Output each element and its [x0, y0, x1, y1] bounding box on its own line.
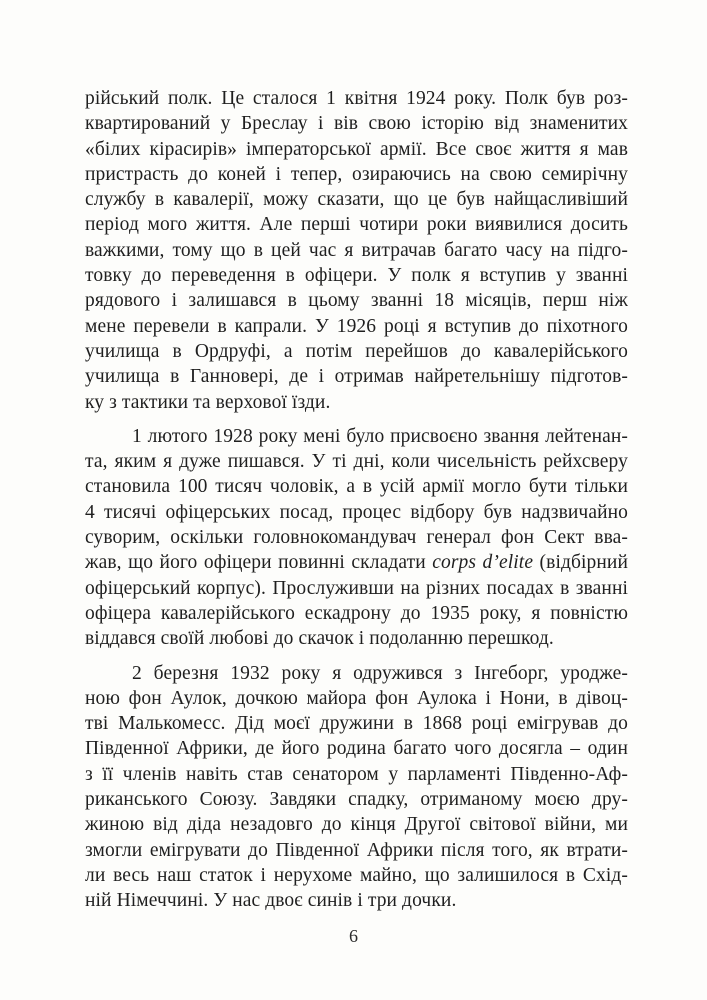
text-line: змогли емігрувати до Південної Африки після того, як втрати-	[85, 839, 628, 861]
text-line: 2 березня 1932 року я одружився з Інгеборг, уродже-	[132, 662, 628, 684]
text-line: період мого життя. Але перші чотири роки виявилися досить	[85, 214, 628, 236]
text-line: офіцера кавалерійського ескадрону до 1935 року, я повністю	[85, 602, 628, 624]
text-line: суворим, оскільки головнокомандувач генерал фон Сект вва-	[85, 527, 628, 549]
text-line: тві Малькомесс. Дід моєї дружини в 1868 році емігрував до	[85, 713, 628, 735]
text-line: офіцерський корпус). Прослуживши на різних посадах в званні	[85, 577, 628, 599]
text-line: та, яким я дуже пишався. У ті дні, коли чисельність рейхсверу	[85, 451, 628, 473]
text-line: риканського Союзу. Завдяки спадку, отриманому моєю дру-	[85, 789, 628, 811]
text-line: з її членів навіть став сенатором у парламенті Південно-Аф-	[85, 763, 628, 785]
text-line: жиною від діда незадовго до кінця Другої світової війни, ми	[85, 814, 628, 836]
paragraph	[85, 661, 628, 914]
paragraph	[85, 86, 628, 415]
text-line: жав, що його офіцери повинні складати corps d’elite (відбірний	[85, 552, 628, 574]
text-line: 1 лютого 1928 року мені було присвоєно звання лейтенан-	[132, 425, 628, 447]
text-line: квартирований у Бреслау і вів свою історію від знаменитих	[85, 113, 628, 135]
body-text	[85, 86, 628, 914]
text-line: 4 тисячі офіцерських посад, процес відбору був надзвичайно	[85, 501, 628, 523]
text-line: ній Німеччині. У нас двоє синів і три дочки.	[85, 890, 457, 912]
text-line: становила 100 тисяч чоловік, а в усій армії могло бути тільки	[85, 476, 628, 498]
text-line: ли весь наш статок і нерухоме майно, що залишилося в Схід-	[85, 864, 628, 886]
text-line: важкими, тому що в цей час я витрачав багато часу на підго-	[85, 239, 628, 261]
page-number: 6	[349, 926, 358, 946]
text-line: службу в кавалерії, можу сказати, що це був найщасливіший	[85, 189, 628, 211]
text-line: «білих кірасирів» імператорської армії. Все своє життя я мав	[85, 138, 628, 160]
text-line: Південної Африки, де його родина багато чого досягла – один	[85, 738, 628, 760]
text-line: ку з тактики та верхової їзди.	[85, 391, 331, 413]
paragraph	[85, 424, 628, 652]
text-line: ною фон Аулок, дочкою майора фон Аулока і Нони, в дівоц-	[85, 687, 628, 709]
text-line: рядового і залишався в цьому званні 18 місяців, перш ніж	[85, 290, 628, 312]
text-line: віддався своїй любові до скачок і подоланню перешкод.	[85, 628, 554, 650]
text-line: училища в Ганновері, де і отримав найретельнішу підготов-	[85, 366, 628, 388]
text-line: товку до переведення в офіцери. У полк я вступив у званні	[85, 265, 628, 287]
text-line: рійський полк. Це сталося 1 квітня 1924 року. Полк був роз-	[85, 88, 628, 109]
text-line: училища в Ордруфі, а потім перейшов до кавалерійського	[85, 340, 628, 362]
text-line: пристрасть до коней і тепер, озираючись на свою семирічну	[85, 163, 628, 185]
text-line: мене перевели в капрали. У 1926 році я вступив до піхотного	[85, 315, 628, 337]
